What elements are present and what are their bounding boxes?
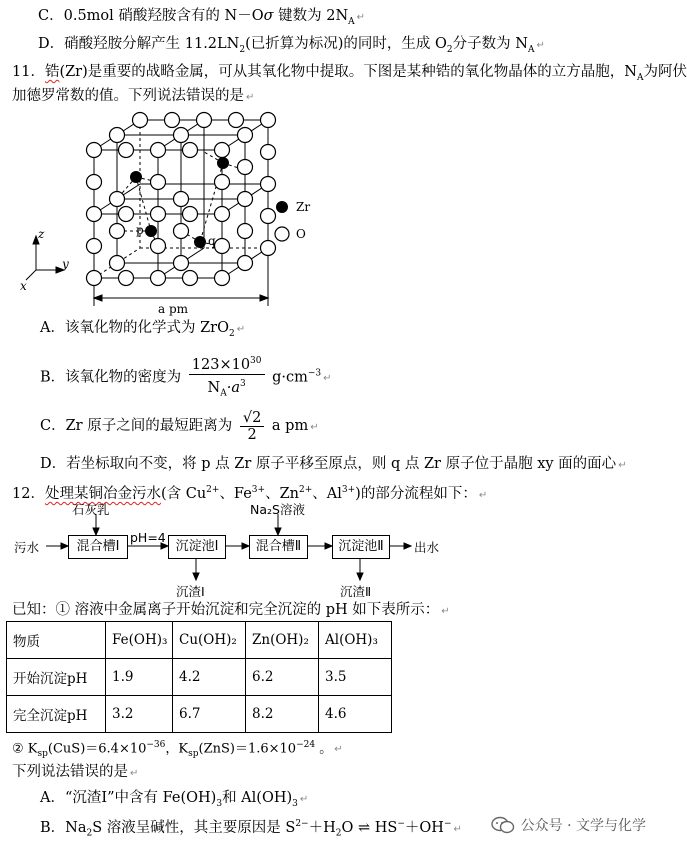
- q10-option-d: D．硝酸羟胺分解产生 $11.2LN_2$(已折算为标况)的同时，生成 $O_2$分子数为 $N_A$ ↵: [38, 36, 545, 55]
- table-cell: 3.2: [106, 696, 173, 733]
- table-cell: Cu(OH)₂: [173, 622, 246, 659]
- q11-option-d: D．若坐标取向不变，将 p 点 Zr 原子平移至原点，则 q 点 Zr 原子位于晶胞 xy 面的面心 ↵: [40, 456, 627, 472]
- table-cell: 4.6: [319, 696, 392, 733]
- flow-box-tank-1: 沉淀池Ⅰ: [168, 535, 226, 559]
- wechat-icon: [491, 816, 515, 834]
- table-cell: 3.5: [319, 659, 392, 696]
- table-cell: 6.7: [173, 696, 246, 733]
- q12-stem: 12．处理某铜冶金污水(含 $Cu^{2+}$、$Fe^{3+}$、$Zn^{2+}$、$Al^{3+}$)的部分流程如下： ↵: [12, 485, 488, 502]
- axis-x: x: [20, 279, 27, 293]
- density-fraction: $\frac{123\times 10^{30}}{N_A\cdot a^3}$: [189, 352, 265, 403]
- legend-zr: Zr: [296, 200, 311, 214]
- axis-z: z: [38, 227, 45, 241]
- table-header-row: [7, 622, 392, 659]
- table-cell: 8.2: [246, 696, 319, 733]
- flow-lime-milk: 石灰乳: [72, 502, 110, 517]
- q11-option-c: C．Zr 原子之间的最短距离为 $\frac{√2}{2}$ a pm ↵: [40, 409, 319, 443]
- label-q: q: [208, 234, 216, 248]
- q12-known-1: 已知：① 溶液中金属离子开始沉淀和完全沉淀的 pH 如下表所示： ↵: [12, 602, 450, 618]
- q11-option-b: B．该氧化物的密度为 $\frac{123\times 10^{30}}{N_A\cdot a^3}$ $g\cdot cm^{-3}$ ↵: [40, 352, 332, 396]
- flow-box-mixer-2: 混合槽Ⅱ: [249, 535, 308, 559]
- legend-o: O: [296, 227, 306, 241]
- flow-box-tank-2: 沉淀池Ⅱ: [332, 535, 390, 559]
- table-cell: 物质: [7, 622, 106, 659]
- table-cell: 开始沉淀pH: [7, 659, 106, 696]
- table-row: [7, 696, 392, 733]
- table-cell: Zn(OH)₂: [246, 622, 319, 659]
- table-cell: 4.2: [173, 659, 246, 696]
- table-row: [7, 659, 392, 696]
- dimension-label: a pm: [158, 302, 189, 316]
- q10-option-c: C．0.5mol 硝酸羟胺含有的 N－Oσ 键数为 $2N_A$ ↵: [38, 8, 366, 27]
- watermark: 公众号 · 文学与化学: [491, 815, 646, 835]
- q12-option-b: B．$Na_2S$ 溶液呈碱性，其主要原因是 $S^{2-}+H_2O$ ⇌ HS−＋OH− ↵: [40, 819, 462, 839]
- q12-option-a: A．“沉渣Ⅰ”中含有 $Fe(OH)_3$和 $Al(OH)_3$ ↵: [40, 790, 309, 809]
- flow-output: 出水: [414, 540, 440, 555]
- q12-ksp: ② $K_{sp}(CuS)=6.4\times 10^{-36}$，$K_{sp}(ZnS)=1.6\times 10^{-24}$ 。 ↵: [12, 740, 343, 759]
- flow-ph: pH=4: [130, 530, 166, 545]
- flow-na2s: Na₂S溶液: [250, 502, 305, 517]
- flow-residue-2: 沉渣Ⅱ: [340, 584, 372, 599]
- table-cell: 6.2: [246, 659, 319, 696]
- flow-input: 污水: [14, 540, 40, 555]
- distance-fraction: $\frac{√2}{2}$: [240, 410, 264, 443]
- axis-y: y: [62, 257, 69, 271]
- table-cell: Fe(OH)₃: [106, 622, 173, 659]
- table-cell: 1.9: [106, 659, 173, 696]
- q12-question: 下列说法错误的是 ↵: [12, 764, 139, 780]
- q11-stem: 11．锆(Zr)是重要的战略金属，可从其氧化物中提取。下图是某种锆的氧化物晶体的立方晶胞，$N_A$为阿伏: [12, 64, 687, 83]
- q11-option-a: A．该氧化物的化学式为 ZrO$_2$ ↵: [40, 320, 246, 339]
- table-cell: 完全沉淀pH: [7, 696, 106, 733]
- crystal-cell-figure: [18, 110, 348, 320]
- q11-stem-line2: 加德罗常数的值。下列说法错误的是 ↵: [12, 88, 255, 104]
- table-cell: Al(OH)₃: [319, 622, 392, 659]
- ph-table: [6, 621, 392, 733]
- flow-box-mixer-1: 混合槽Ⅰ: [68, 535, 128, 559]
- label-p: p: [136, 223, 144, 237]
- flow-residue-1: 沉渣Ⅰ: [176, 584, 205, 599]
